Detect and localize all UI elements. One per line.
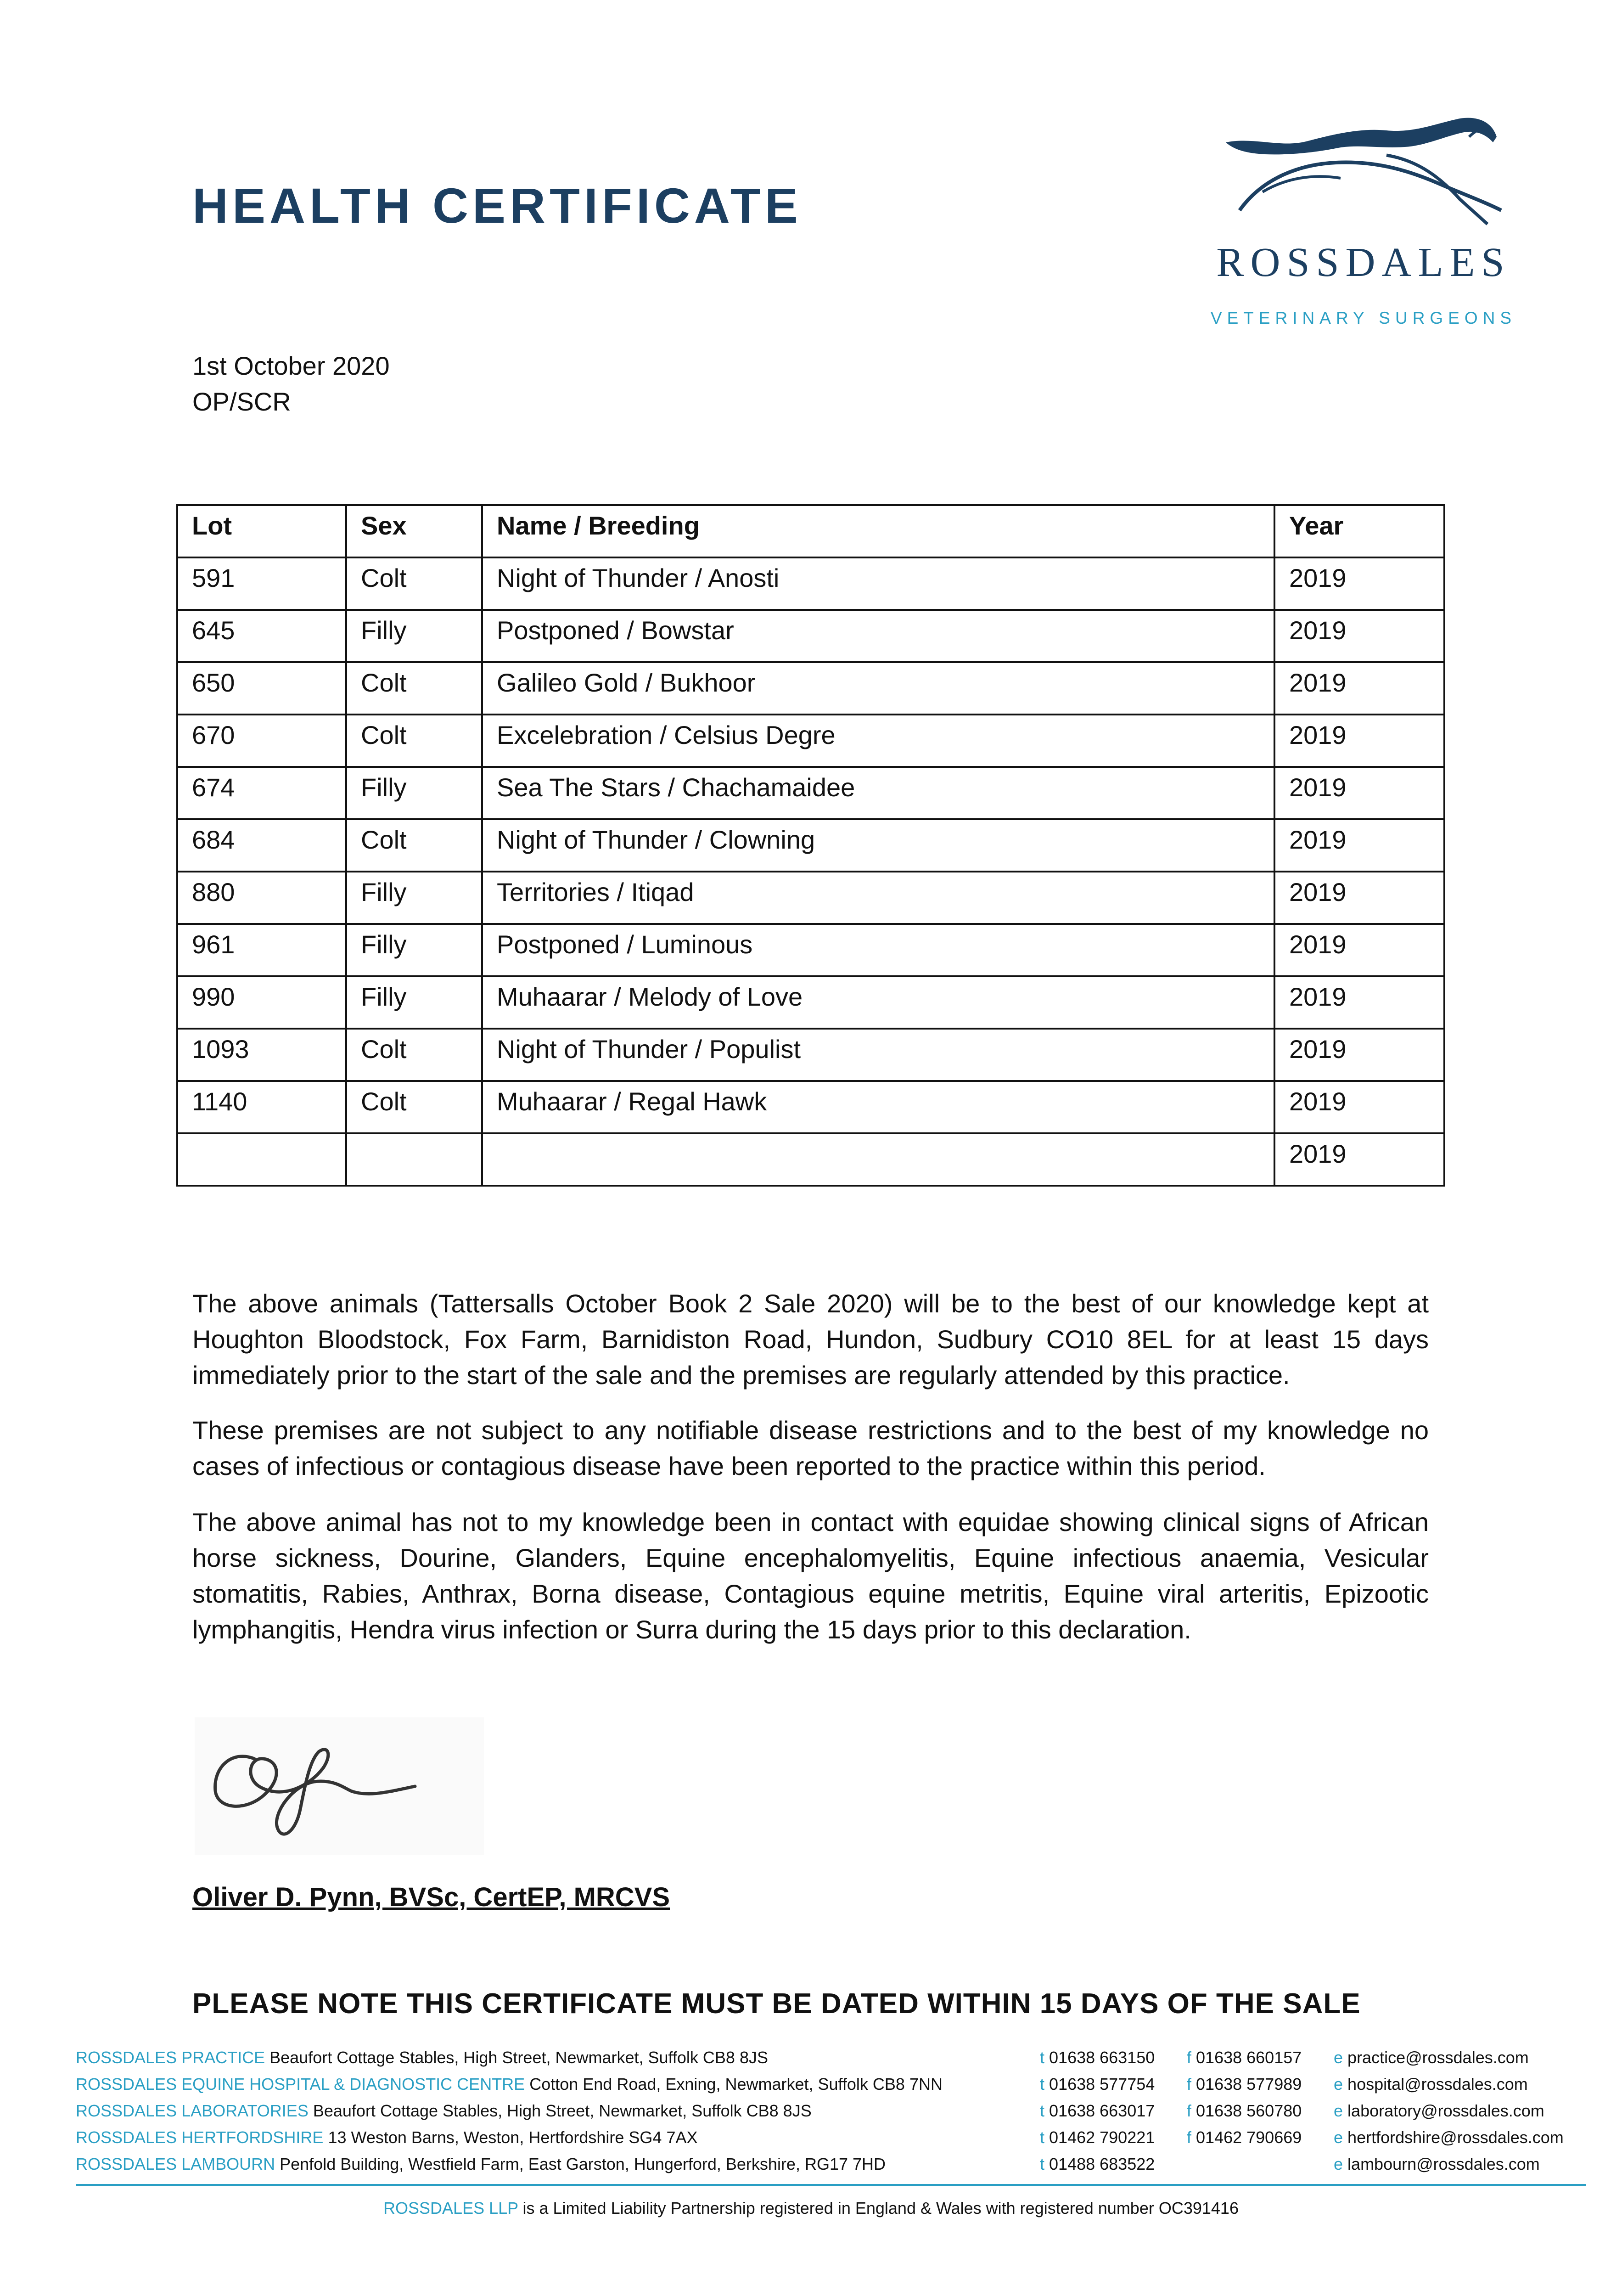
office-name: ROSSDALES HERTFORDSHIRE xyxy=(76,2128,324,2147)
office-name: ROSSDALES LAMBOURN xyxy=(76,2155,275,2173)
handwritten-signature xyxy=(195,1717,484,1855)
office-address-block xyxy=(76,2075,943,2094)
footer-divider xyxy=(76,2184,1586,2186)
fax-label: f xyxy=(1187,2128,1192,2147)
fax-number: 01638 577989 xyxy=(1196,2075,1302,2093)
office-address-block xyxy=(76,2128,697,2147)
telephone-number: 01638 577754 xyxy=(1049,2075,1155,2093)
legal-notice xyxy=(0,2199,1622,2218)
cell-sex: Filly xyxy=(346,924,482,976)
legal-company-name: ROSSDALES LLP xyxy=(383,2199,518,2217)
office-email[interactable] xyxy=(1334,2048,1529,2067)
cell-sex: Colt xyxy=(346,557,482,610)
telephone-label: t xyxy=(1040,2128,1045,2147)
legal-text: is a Limited Liability Partnership registered in England & Wales with registered number OC391416 xyxy=(518,2199,1239,2217)
declaration-paragraph-diseases: The above animal has not to my knowledge been in contact with equidae showing clinical signs of African horse sickness, Dourine, Glanders, Equine encephalomyelitis, Equine infectious anaemia, Vesicular stomatitis, Rabies, Anthrax, Borna disease, Contagious equine metritis, Equine viral arteritis, Epizootic lymphangitis, Hendra virus infection or Surra during the 15 days prior to this declaration. xyxy=(192,1508,1429,1644)
table-row xyxy=(177,1029,1444,1081)
email-address[interactable]: practice@rossdales.com xyxy=(1347,2048,1529,2067)
cell-name-breeding: Night of Thunder / Clowning xyxy=(482,819,1274,872)
logo-wordmark: ROSSDALES xyxy=(1216,240,1511,285)
cell-lot: 880 xyxy=(177,872,346,924)
horse-logo-icon xyxy=(1221,109,1506,247)
cell-lot: 645 xyxy=(177,610,346,662)
office-address-block xyxy=(76,2101,812,2121)
fax-label: f xyxy=(1187,2101,1192,2120)
table-row xyxy=(177,662,1444,715)
office-fax xyxy=(1187,2128,1302,2147)
cell-sex xyxy=(346,1133,482,1186)
cell-lot: 1140 xyxy=(177,1081,346,1133)
table-row xyxy=(177,557,1444,610)
office-email[interactable] xyxy=(1334,2101,1544,2121)
column-header-name-breeding: Name / Breeding xyxy=(482,505,1274,557)
telephone-label: t xyxy=(1040,2101,1045,2120)
cell-name-breeding: Excelebration / Celsius Degre xyxy=(482,715,1274,767)
cell-sex: Colt xyxy=(346,1081,482,1133)
dating-note: PLEASE NOTE THIS CERTIFICATE MUST BE DATED WITHIN 15 DAYS OF THE SALE xyxy=(192,1988,1361,2020)
email-address[interactable]: lambourn@rossdales.com xyxy=(1347,2155,1540,2173)
office-address: Penfold Building, Westfield Farm, East Garston, Hungerford, Berkshire, RG17 7HD xyxy=(275,2155,886,2173)
email-label: e xyxy=(1334,2048,1343,2067)
office-name: ROSSDALES PRACTICE xyxy=(76,2048,265,2067)
table-row xyxy=(177,872,1444,924)
table-header-row xyxy=(177,505,1444,557)
cell-name-breeding: Postponed / Bowstar xyxy=(482,610,1274,662)
office-address: 13 Weston Barns, Weston, Hertfordshire SG4 7AX xyxy=(323,2128,698,2147)
cell-year: 2019 xyxy=(1274,715,1444,767)
footer-office-row xyxy=(76,2128,1591,2155)
table-row xyxy=(177,715,1444,767)
telephone-number: 01462 790221 xyxy=(1049,2128,1155,2147)
office-email[interactable] xyxy=(1334,2075,1528,2094)
fax-number: 01462 790669 xyxy=(1196,2128,1302,2147)
office-email[interactable] xyxy=(1334,2155,1540,2174)
office-fax xyxy=(1187,2075,1302,2094)
email-label: e xyxy=(1334,2101,1343,2120)
cell-sex: Filly xyxy=(346,610,482,662)
telephone-number: 01638 663150 xyxy=(1049,2048,1155,2067)
cell-sex: Filly xyxy=(346,872,482,924)
office-email[interactable] xyxy=(1334,2128,1564,2147)
cell-sex: Colt xyxy=(346,715,482,767)
office-fax xyxy=(1187,2048,1302,2067)
office-name: ROSSDALES EQUINE HOSPITAL & DIAGNOSTIC CENTRE xyxy=(76,2075,525,2093)
table-row xyxy=(177,1081,1444,1133)
cell-lot xyxy=(177,1133,346,1186)
cell-sex: Colt xyxy=(346,662,482,715)
lots-table xyxy=(176,504,1445,1187)
footer-office-row xyxy=(76,2048,1591,2075)
telephone-number: 01638 663017 xyxy=(1049,2101,1155,2120)
cell-name-breeding: Muhaarar / Melody of Love xyxy=(482,976,1274,1029)
column-header-sex: Sex xyxy=(346,505,482,557)
footer-offices xyxy=(76,2048,1591,2181)
office-telephone xyxy=(1040,2155,1155,2174)
cell-year: 2019 xyxy=(1274,1133,1444,1186)
table-row xyxy=(177,1133,1444,1186)
email-label: e xyxy=(1334,2128,1343,2147)
cell-sex: Filly xyxy=(346,767,482,819)
office-telephone xyxy=(1040,2128,1155,2147)
cell-lot: 961 xyxy=(177,924,346,976)
declaration-paragraph-restrictions: These premises are not subject to any notifiable disease restrictions and to the best of my knowledge no cases of infectious or contagious disease have been reported to the practice within this period. xyxy=(192,1416,1429,1480)
cell-year: 2019 xyxy=(1274,662,1444,715)
cell-name-breeding xyxy=(482,1133,1274,1186)
cell-lot: 674 xyxy=(177,767,346,819)
signer-name: Oliver D. Pynn, BVSc, CertEP, MRCVS xyxy=(192,1882,670,1912)
cell-year: 2019 xyxy=(1274,924,1444,976)
cell-lot: 670 xyxy=(177,715,346,767)
cell-name-breeding: Night of Thunder / Anosti xyxy=(482,557,1274,610)
cell-year: 2019 xyxy=(1274,819,1444,872)
cell-name-breeding: Postponed / Luminous xyxy=(482,924,1274,976)
rossdales-logo xyxy=(1203,109,1524,339)
telephone-label: t xyxy=(1040,2155,1045,2173)
cell-lot: 1093 xyxy=(177,1029,346,1081)
footer-office-row xyxy=(76,2075,1591,2101)
email-label: e xyxy=(1334,2075,1343,2093)
cell-year: 2019 xyxy=(1274,767,1444,819)
office-address: Cotton End Road, Exning, Newmarket, Suffolk CB8 7NN xyxy=(525,2075,943,2093)
fax-label: f xyxy=(1187,2048,1192,2067)
table-row xyxy=(177,924,1444,976)
certificate-reference: OP/SCR xyxy=(192,387,291,416)
cell-name-breeding: Muhaarar / Regal Hawk xyxy=(482,1081,1274,1133)
cell-sex: Filly xyxy=(346,976,482,1029)
email-address[interactable]: hospital@rossdales.com xyxy=(1347,2075,1528,2093)
telephone-label: t xyxy=(1040,2048,1045,2067)
email-address[interactable]: laboratory@rossdales.com xyxy=(1347,2101,1544,2120)
column-header-year: Year xyxy=(1274,505,1444,557)
footer-office-row xyxy=(76,2101,1591,2128)
column-header-lot: Lot xyxy=(177,505,346,557)
office-telephone xyxy=(1040,2075,1155,2094)
cell-year: 2019 xyxy=(1274,976,1444,1029)
telephone-label: t xyxy=(1040,2075,1045,2093)
cell-sex: Colt xyxy=(346,1029,482,1081)
office-address-block xyxy=(76,2048,768,2067)
cell-lot: 591 xyxy=(177,557,346,610)
cell-lot: 650 xyxy=(177,662,346,715)
cell-year: 2019 xyxy=(1274,1029,1444,1081)
cell-name-breeding: Night of Thunder / Populist xyxy=(482,1029,1274,1081)
table-row xyxy=(177,819,1444,872)
cell-lot: 990 xyxy=(177,976,346,1029)
fax-number: 01638 660157 xyxy=(1196,2048,1302,2067)
cell-year: 2019 xyxy=(1274,1081,1444,1133)
cell-name-breeding: Galileo Gold / Bukhoor xyxy=(482,662,1274,715)
email-address[interactable]: hertfordshire@rossdales.com xyxy=(1347,2128,1564,2147)
telephone-number: 01488 683522 xyxy=(1049,2155,1155,2173)
table-row xyxy=(177,976,1444,1029)
logo-subtitle: VETERINARY SURGEONS xyxy=(1210,309,1517,327)
cell-name-breeding: Territories / Itiqad xyxy=(482,872,1274,924)
office-telephone xyxy=(1040,2101,1155,2121)
fax-label: f xyxy=(1187,2075,1192,2093)
office-name: ROSSDALES LABORATORIES xyxy=(76,2101,309,2120)
declaration-paragraph-premises: The above animals (Tattersalls October Book 2 Sale 2020) will be to the best of our knowledge kept at Houghton Bloodstock, Fox Farm, Barnidiston Road, Hundon, Sudbury CO10 8EL for at least 15 days immediately prior to the start of the sale and the premises are regularly attended by this practice. xyxy=(192,1289,1429,1390)
office-address-block xyxy=(76,2155,886,2174)
certificate-date: 1st October 2020 xyxy=(192,351,390,380)
office-telephone xyxy=(1040,2048,1155,2067)
email-label: e xyxy=(1334,2155,1343,2173)
office-address: Beaufort Cottage Stables, High Street, Newmarket, Suffolk CB8 8JS xyxy=(265,2048,768,2067)
cell-sex: Colt xyxy=(346,819,482,872)
table-row xyxy=(177,767,1444,819)
cell-year: 2019 xyxy=(1274,872,1444,924)
certificate-title: HEALTH CERTIFICATE xyxy=(192,178,802,233)
cell-year: 2019 xyxy=(1274,557,1444,610)
office-fax xyxy=(1187,2101,1302,2121)
office-address: Beaufort Cottage Stables, High Street, Newmarket, Suffolk CB8 8JS xyxy=(308,2101,812,2120)
certificate-meta xyxy=(192,348,390,420)
fax-number: 01638 560780 xyxy=(1196,2101,1302,2120)
table-row xyxy=(177,610,1444,662)
footer-office-row xyxy=(76,2155,1591,2181)
cell-year: 2019 xyxy=(1274,610,1444,662)
cell-name-breeding: Sea The Stars / Chachamaidee xyxy=(482,767,1274,819)
cell-lot: 684 xyxy=(177,819,346,872)
